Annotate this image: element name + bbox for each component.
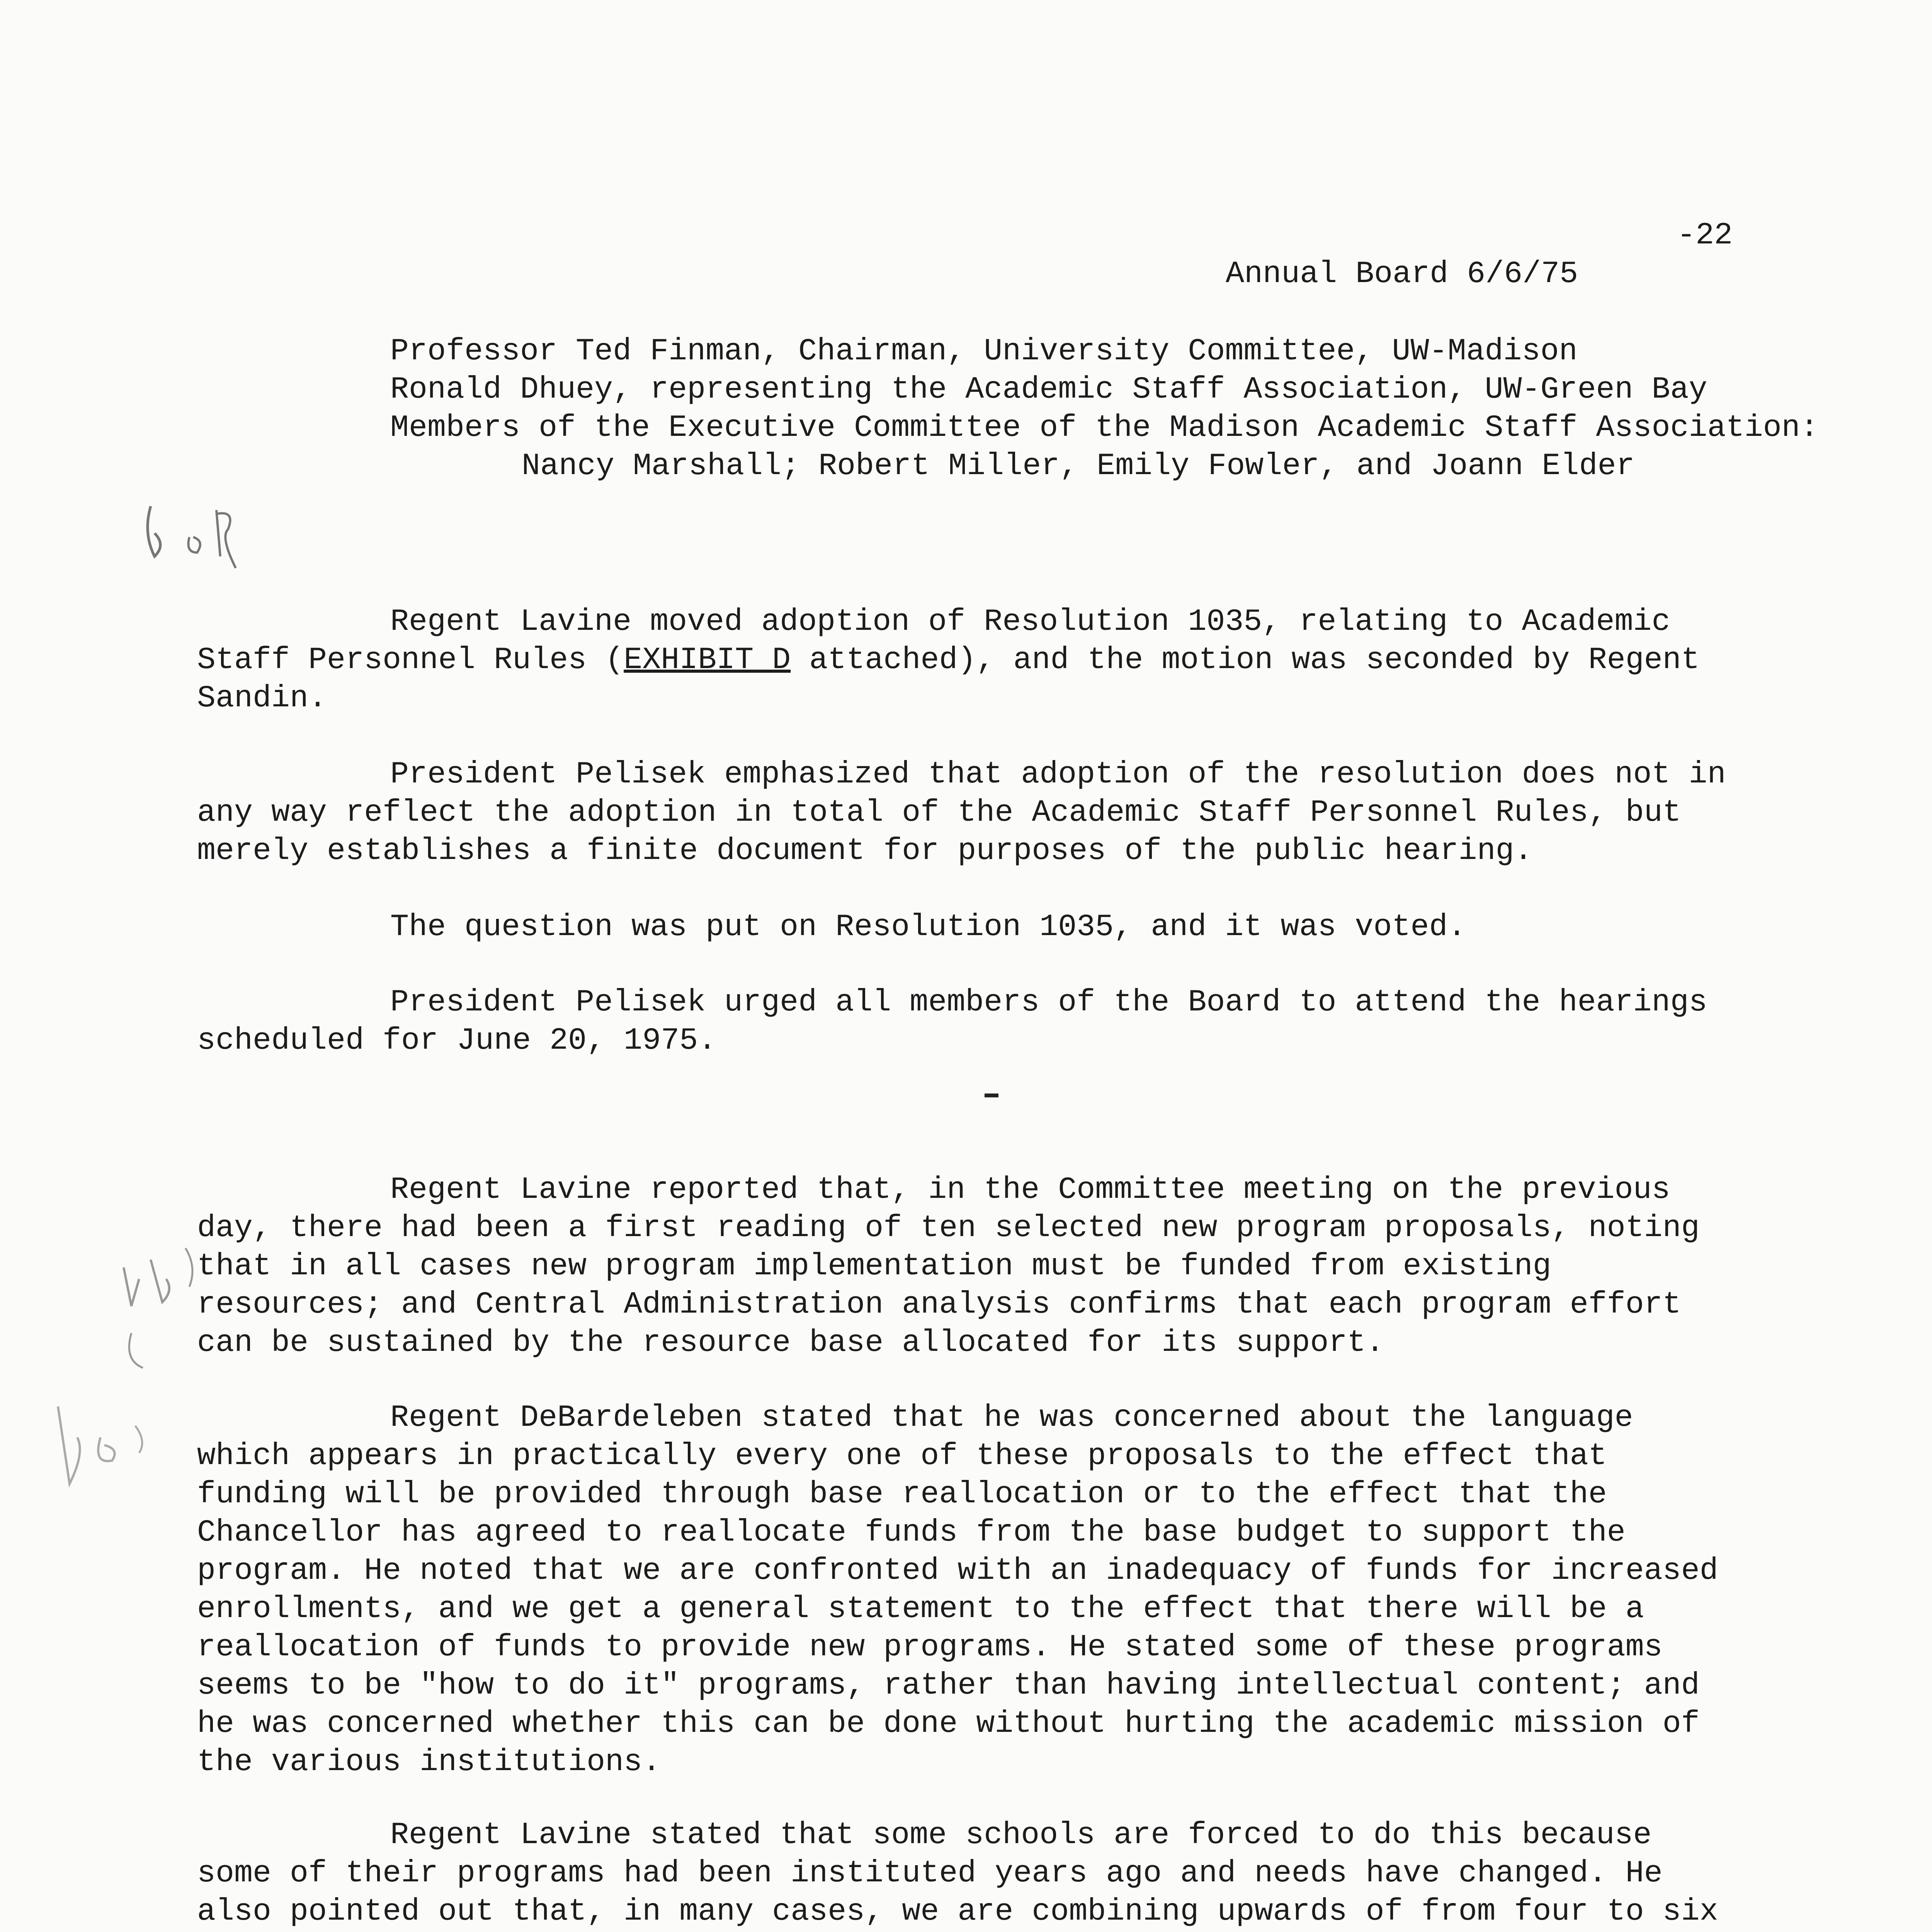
attendee-list: [390, 332, 1820, 485]
attendee-line: Ronald Dhuey, representing the Academic Staff Association, UW-Green Bay: [390, 372, 1708, 407]
paragraph-hearings: President Pelisek urged all members of the Board to attend the hearings scheduled for June 20, 1975.: [197, 985, 1708, 1058]
attendee-line: Members of the Executive Committee of the Madison Academic Staff Association: Nancy Marshall; Robert Miller, Emily Fowler, and Joann Elder: [390, 410, 1819, 484]
paragraph-new-programs: Regent Lavine reported that, in the Committee meeting on the previous day, there had been a first reading of ten selected new program proposals, noting that in all cases new program implementation must be funded from existing resources; and Central Administration analysis confirms that each program effort can be sustained by the resource base allocated for its support.: [197, 1172, 1700, 1361]
header-title: Annual Board 6/6/75: [1226, 257, 1578, 292]
margin-scribble: [139, 498, 255, 599]
paragraph-motion-text-end: attached), and the motion was seconded by Regent Sandin.: [197, 643, 1700, 716]
margin-scribble: [46, 1399, 170, 1492]
exhibit-reference: EXHIBIT D: [624, 643, 791, 678]
paragraph-debardeleben-concern: Regent DeBardeleben stated that he was concerned about the language which appears in practically every one of these proposals to the effect that funding will be provided through base reallocation or to the effect that the Chancellor has agreed to reallocate funds from the base budget to support the program. He noted that we are confronted with an inadequacy of funds for increased enrollments, and we get a general statement to the effect that there will be a reallocation of funds to provide new programs. He stated some of these programs seems to be "how to do it" programs, rather than having intellectual content; and he was concerned whether this can be done without hurting the academic mission of the various institutions.: [197, 1400, 1718, 1780]
header-page-number: -22: [1677, 218, 1733, 253]
paragraph-vote: The question was put on Resolution 1035, and it was voted.: [390, 910, 1466, 945]
paragraph-motion: [197, 603, 1743, 718]
attendee-line: Professor Ted Finman, Chairman, University Committee, UW-Madison: [390, 334, 1578, 369]
margin-scribble: [108, 1244, 232, 1391]
paragraph-lavine-response: Regent Lavine stated that some schools are forced to do this because some of their programs had been instituted years ago and needs have changed. He also pointed out that, in many cases, we are combining upwards of from four to six: [197, 1818, 1718, 1929]
section-divider: [985, 1094, 998, 1097]
paragraph-motion-text: Regent Lavine moved adoption of Resolution 1035, relating to Academic Staff Personnel Rules (: [197, 604, 1670, 678]
paragraph-pelisek-emphasis: President Pelisek emphasized that adoption of the resolution does not in any way reflect the adoption in total of the Academic Staff Personnel Rules, but merely establishes a finite document for purposes of the public hearing.: [197, 757, 1726, 869]
